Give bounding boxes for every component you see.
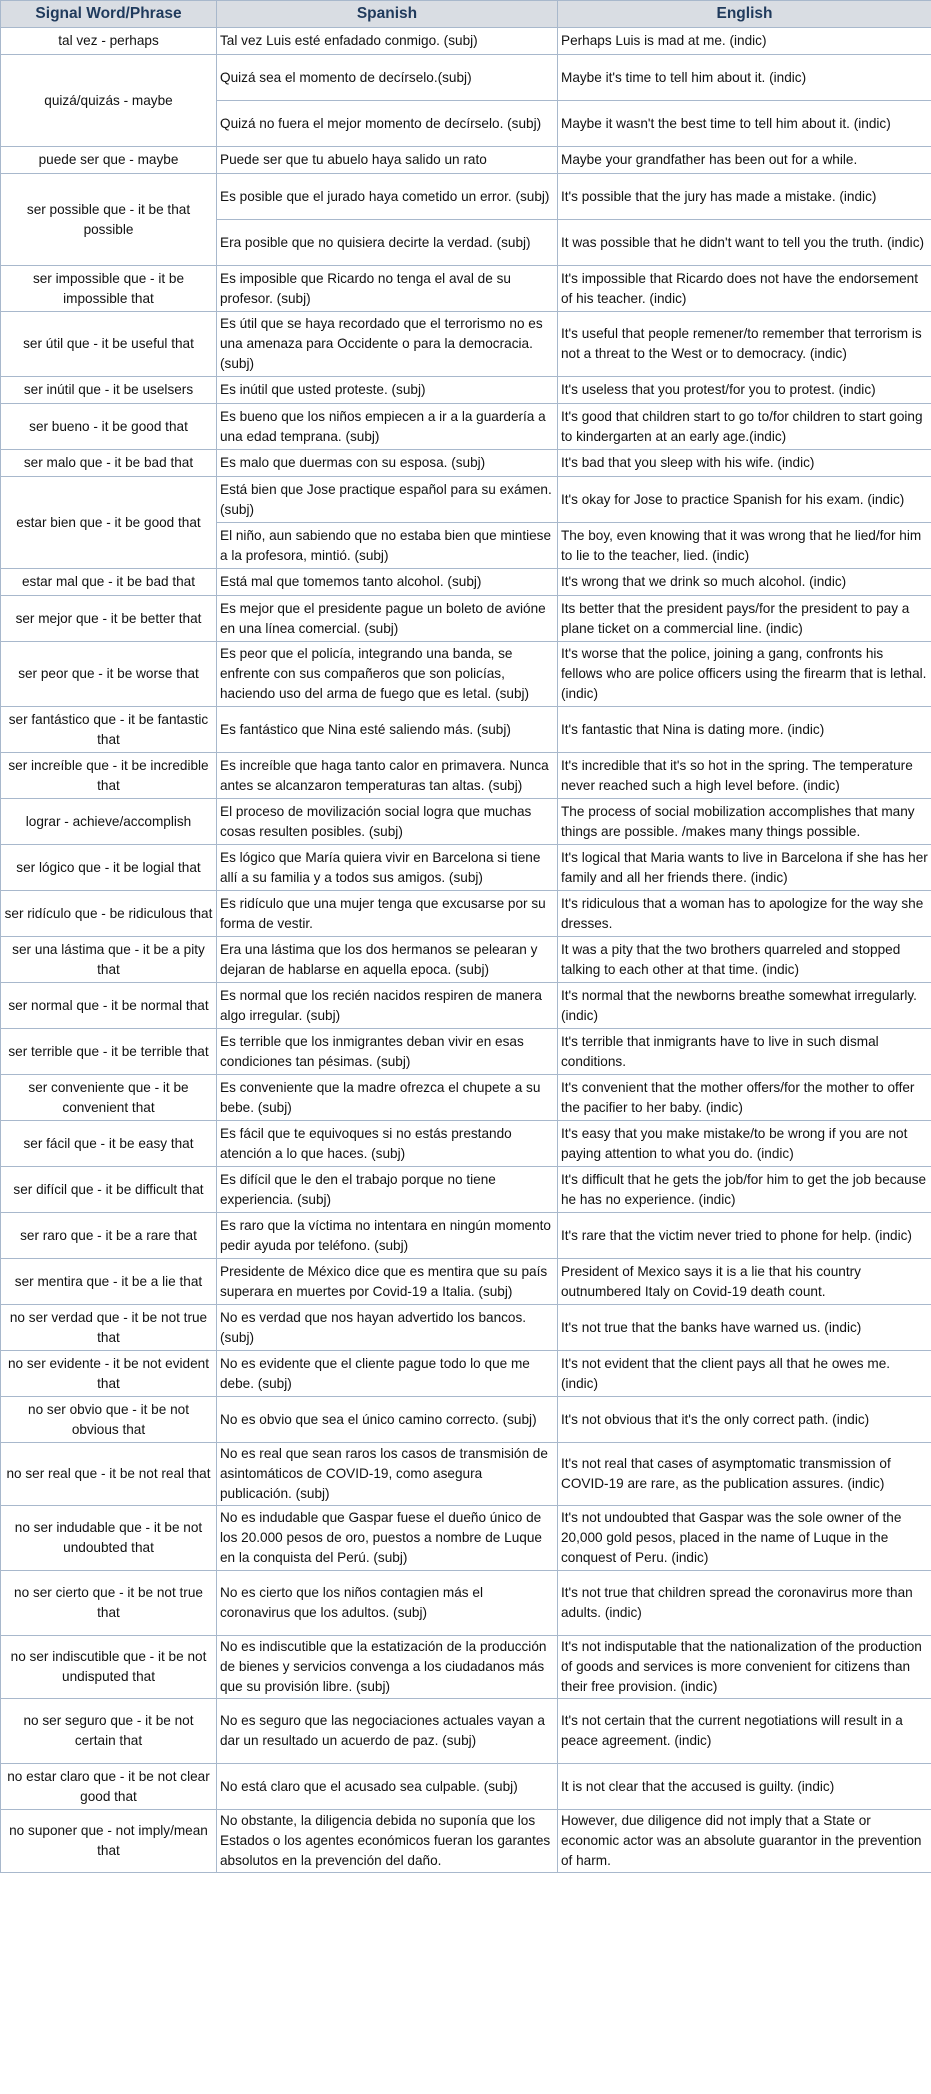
spanish-example-cell: Es ridículo que una mujer tenga que excusarse por su forma de vestir.: [217, 891, 558, 937]
signal-phrase-cell: no ser obvio que - it be not obvious that: [1, 1397, 217, 1443]
signal-phrase-cell: ser terrible que - it be terrible that: [1, 1029, 217, 1075]
spanish-example-cell: Es fantástico que Nina esté saliendo más. (subj): [217, 707, 558, 753]
spanish-example-cell: Quizá no fuera el mejor momento de decírselo. (subj): [217, 101, 558, 147]
table-row: [1, 404, 931, 450]
spanish-example-cell: Es conveniente que la madre ofrezca el chupete a su bebe. (subj): [217, 1075, 558, 1121]
signal-phrase-cell: ser peor que - it be worse that: [1, 642, 217, 707]
signal-phrase-cell: no estar claro que - it be not clear good that: [1, 1764, 217, 1810]
english-example-cell: It's ridiculous that a woman has to apologize for the way she dresses.: [558, 891, 931, 937]
english-example-cell: It's not obvious that it's the only correct path. (indic): [558, 1397, 931, 1443]
signal-phrase-cell: ser lógico que - it be logial that: [1, 845, 217, 891]
header-spanish: Spanish: [217, 1, 558, 28]
signal-phrase-cell: ser fantástico que - it be fantastic that: [1, 707, 217, 753]
table-row: [1, 1305, 931, 1351]
english-example-cell: It's normal that the newborns breathe somewhat irregularly. (indic): [558, 983, 931, 1029]
spanish-example-cell: Presidente de México dice que es mentira que su país superara en muertes por Covid-19 a Italia. (subj): [217, 1259, 558, 1305]
signal-phrase-cell: no ser verdad que - it be not true that: [1, 1305, 217, 1351]
spanish-example-cell: El niño, aun sabiendo que no estaba bien que mintiese a la profesora, mintió. (subj): [217, 523, 558, 569]
signal-phrase-cell: ser difícil que - it be difficult that: [1, 1167, 217, 1213]
english-example-cell: It's useful that people remener/to remember that terrorism is not a threat to the West or to democracy. (indic): [558, 312, 931, 377]
table-row: [1, 753, 931, 799]
signal-phrase-cell: ser inútil que - it be uselsers: [1, 377, 217, 404]
table-row: [1, 983, 931, 1029]
english-example-cell: It's worse that the police, joining a gang, confronts his fellows who are police officers using the firearm that is lethal. (indic): [558, 642, 931, 707]
signal-phrase-cell: puede ser que - maybe: [1, 147, 217, 174]
table-row: [1, 707, 931, 753]
spanish-example-cell: No es indiscutible que la estatización de la producción de bienes y servicios convenga a los ciudadanos más que su provisión libre. (subj): [217, 1636, 558, 1699]
english-example-cell: It's not real that cases of asymptomatic transmission of COVID-19 are rare, as the publication assures. (indic): [558, 1443, 931, 1506]
spanish-example-cell: Es posible que el jurado haya cometido un error. (subj): [217, 174, 558, 220]
english-example-cell: It's not certain that the current negotiations will result in a peace agreement. (indic): [558, 1699, 931, 1764]
english-example-cell: The boy, even knowing that it was wrong that he lied/for him to lie to the teacher, lied. (indic): [558, 523, 931, 569]
table-row: [1, 937, 931, 983]
header-row: [1, 1, 931, 28]
signal-phrase-cell: quizá/quizás - maybe: [1, 55, 217, 147]
spanish-example-cell: Era una lástima que los dos hermanos se pelearan y dejaran de hablarse en aquella epoca. (subj): [217, 937, 558, 983]
spanish-example-cell: Es increíble que haga tanto calor en primavera. Nunca antes se alcanzaron temperaturas tan altas. (subj): [217, 753, 558, 799]
signal-phrase-cell: ser conveniente que - it be convenient that: [1, 1075, 217, 1121]
spanish-example-cell: No es evidente que el cliente pague todo lo que me debe. (subj): [217, 1351, 558, 1397]
english-example-cell: It's terrible that inmigrants have to live in such dismal conditions.: [558, 1029, 931, 1075]
table-row: [1, 1213, 931, 1259]
table-row: [1, 1121, 931, 1167]
signal-phrase-cell: no ser cierto que - it be not true that: [1, 1571, 217, 1636]
signal-phrase-cell: ser ridículo que - be ridiculous that: [1, 891, 217, 937]
spanish-example-cell: No está claro que el acusado sea culpable. (subj): [217, 1764, 558, 1810]
signal-phrase-cell: ser fácil que - it be easy that: [1, 1121, 217, 1167]
spanish-example-cell: Es inútil que usted proteste. (subj): [217, 377, 558, 404]
spanish-example-cell: No es indudable que Gaspar fuese el dueño único de los 20.000 pesos de oro, puestos a nombre de Luque en la conquista del Perú. (subj): [217, 1506, 558, 1571]
table-row: [1, 55, 931, 101]
signal-phrase-cell: ser raro que - it be a rare that: [1, 1213, 217, 1259]
signal-phrase-cell: estar mal que - it be bad that: [1, 569, 217, 596]
spanish-example-cell: Está mal que tomemos tanto alcohol. (subj): [217, 569, 558, 596]
table-row: [1, 174, 931, 220]
spanish-example-cell: No es verdad que nos hayan advertido los bancos. (subj): [217, 1305, 558, 1351]
english-example-cell: It's wrong that we drink so much alcohol. (indic): [558, 569, 931, 596]
english-example-cell: It's good that children start to go to/for children to start going to kindergarten at an early age.(indic): [558, 404, 931, 450]
signal-phrase-cell: ser possible que - it be that possible: [1, 174, 217, 266]
table-row: [1, 1810, 931, 1873]
signal-phrase-cell: ser normal que - it be normal that: [1, 983, 217, 1029]
english-example-cell: It's not evident that the client pays all that he owes me. (indic): [558, 1351, 931, 1397]
signal-phrase-cell: ser útil que - it be useful that: [1, 312, 217, 377]
spanish-example-cell: Es lógico que María quiera vivir en Barcelona si tiene allí a su familia y a todos sus amigos. (subj): [217, 845, 558, 891]
english-example-cell: It's useless that you protest/for you to protest. (indic): [558, 377, 931, 404]
english-example-cell: It's possible that the jury has made a mistake. (indic): [558, 174, 931, 220]
table-row: [1, 28, 931, 55]
table-row: [1, 266, 931, 312]
table-row: [1, 1636, 931, 1699]
spanish-example-cell: No es real que sean raros los casos de transmisión de asintomáticos de COVID-19, como asegura publicación. (subj): [217, 1443, 558, 1506]
spanish-example-cell: Es mejor que el presidente pague un boleto de avióne en una línea comercial. (subj): [217, 596, 558, 642]
table-row: [1, 1571, 931, 1636]
spanish-example-cell: Es fácil que te equivoques si no estás prestando atención a lo que haces. (subj): [217, 1121, 558, 1167]
spanish-example-cell: Es terrible que los inmigrantes deban vivir en esas condiciones tan pésimas. (subj): [217, 1029, 558, 1075]
table-row: [1, 1029, 931, 1075]
table-row: [1, 1259, 931, 1305]
signal-phrase-cell: tal vez - perhaps: [1, 28, 217, 55]
spanish-example-cell: Puede ser que tu abuelo haya salido un rato: [217, 147, 558, 174]
english-example-cell: However, due diligence did not imply that a State or economic actor was an absolute guarantor in the prevention of harm.: [558, 1810, 931, 1873]
signal-phrase-cell: ser una lástima que - it be a pity that: [1, 937, 217, 983]
english-example-cell: It's rare that the victim never tried to phone for help. (indic): [558, 1213, 931, 1259]
table-row: [1, 1764, 931, 1810]
spanish-example-cell: Es normal que los recién nacidos respiren de manera algo irregular. (subj): [217, 983, 558, 1029]
table-row: [1, 1699, 931, 1764]
table-body: [1, 28, 931, 1873]
spanish-example-cell: No es cierto que los niños contagien más el coronavirus que los adultos. (subj): [217, 1571, 558, 1636]
signal-phrase-cell: no suponer que - not imply/mean that: [1, 1810, 217, 1873]
english-example-cell: It's convenient that the mother offers/for the mother to offer the pacifier to her baby. (indic): [558, 1075, 931, 1121]
english-example-cell: It was possible that he didn't want to tell you the truth. (indic): [558, 220, 931, 266]
signal-phrase-cell: ser increíble que - it be incredible that: [1, 753, 217, 799]
spanish-example-cell: Es difícil que le den el trabajo porque no tiene experiencia. (subj): [217, 1167, 558, 1213]
english-example-cell: Maybe it wasn't the best time to tell him about it. (indic): [558, 101, 931, 147]
signal-phrase-cell: ser bueno - it be good that: [1, 404, 217, 450]
english-example-cell: Perhaps Luis is mad at me. (indic): [558, 28, 931, 55]
table-row: [1, 312, 931, 377]
english-example-cell: Maybe it's time to tell him about it. (indic): [558, 55, 931, 101]
english-example-cell: Maybe your grandfather has been out for a while.: [558, 147, 931, 174]
english-example-cell: It's difficult that he gets the job/for him to get the job because he has no experience. (indic): [558, 1167, 931, 1213]
signal-phrase-cell: no ser seguro que - it be not certain that: [1, 1699, 217, 1764]
table-row: [1, 1167, 931, 1213]
table-row: [1, 377, 931, 404]
table-row: [1, 799, 931, 845]
english-example-cell: It's okay for Jose to practice Spanish for his exam. (indic): [558, 477, 931, 523]
spanish-example-cell: Tal vez Luis esté enfadado conmigo. (subj): [217, 28, 558, 55]
english-example-cell: It's easy that you make mistake/to be wrong if you are not paying attention to what you do. (indic): [558, 1121, 931, 1167]
table-row: [1, 891, 931, 937]
table-row: [1, 1443, 931, 1506]
signal-phrase-cell: ser impossible que - it be impossible that: [1, 266, 217, 312]
spanish-example-cell: No es seguro que las negociaciones actuales vayan a dar un resultado un acuerdo de paz. (subj): [217, 1699, 558, 1764]
english-example-cell: It's bad that you sleep with his wife. (indic): [558, 450, 931, 477]
table-row: [1, 596, 931, 642]
spanish-example-cell: Es imposible que Ricardo no tenga el aval de su profesor. (subj): [217, 266, 558, 312]
table-row: [1, 569, 931, 596]
table-row: [1, 1397, 931, 1443]
spanish-example-cell: Es malo que duermas con su esposa. (subj): [217, 450, 558, 477]
english-example-cell: It's logical that Maria wants to live in Barcelona if she has her family and all her friends there. (indic): [558, 845, 931, 891]
signal-phrase-cell: no ser indudable que - it be not undoubted that: [1, 1506, 217, 1571]
header-english: English: [558, 1, 931, 28]
signal-phrase-cell: no ser real que - it be not real that: [1, 1443, 217, 1506]
signal-phrase-cell: ser mentira que - it be a lie that: [1, 1259, 217, 1305]
signal-phrase-cell: lograr - achieve/accomplish: [1, 799, 217, 845]
spanish-example-cell: Es útil que se haya recordado que el terrorismo no es una amenaza para Occidente o para la democracia. (subj): [217, 312, 558, 377]
signal-phrase-cell: ser malo que - it be bad that: [1, 450, 217, 477]
table-row: [1, 845, 931, 891]
table-row: [1, 1075, 931, 1121]
spanish-example-cell: Es raro que la víctima no intentara en ningún momento pedir ayuda por teléfono. (subj): [217, 1213, 558, 1259]
signal-phrase-cell: estar bien que - it be good that: [1, 477, 217, 569]
spanish-example-cell: Es bueno que los niños empiecen a ir a la guardería a una edad temprana. (subj): [217, 404, 558, 450]
spanish-example-cell: Está bien que Jose practique español para su exámen. (subj): [217, 477, 558, 523]
english-example-cell: It is not clear that the accused is guilty. (indic): [558, 1764, 931, 1810]
spanish-example-cell: No es obvio que sea el único camino correcto. (subj): [217, 1397, 558, 1443]
spanish-example-cell: No obstante, la diligencia debida no suponía que los Estados o los agentes económicos fueran los garantes absolutos en la prevención del daño.: [217, 1810, 558, 1873]
english-example-cell: It's fantastic that Nina is dating more. (indic): [558, 707, 931, 753]
table-row: [1, 642, 931, 707]
english-example-cell: Its better that the president pays/for the president to pay a plane ticket on a commercial line. (indic): [558, 596, 931, 642]
english-example-cell: It's impossible that Ricardo does not have the endorsement of his teacher. (indic): [558, 266, 931, 312]
english-example-cell: It's not undoubted that Gaspar was the sole owner of the 20,000 gold pesos, placed in the name of Luque in the conquest of Peru. (indic): [558, 1506, 931, 1571]
signal-phrase-cell: no ser indiscutible que - it be not undisputed that: [1, 1636, 217, 1699]
header-signal: Signal Word/Phrase: [1, 1, 217, 28]
spanish-example-cell: Es peor que el policía, integrando una banda, se enfrente con sus compañeros que son policías, haciendo uso del arma de fuego que es letal. (subj): [217, 642, 558, 707]
table-row: [1, 1351, 931, 1397]
english-example-cell: It's not indisputable that the nationalization of the production of goods and services is more convenient for citizens than their free provision. (indic): [558, 1636, 931, 1699]
spanish-example-cell: El proceso de movilización social logra que muchas cosas resulten posibles. (subj): [217, 799, 558, 845]
english-example-cell: President of Mexico says it is a lie that his country outnumbered Italy on Covid-19 death count.: [558, 1259, 931, 1305]
spanish-example-cell: Quizá sea el momento de decírselo.(subj): [217, 55, 558, 101]
english-example-cell: It's incredible that it's so hot in the spring. The temperature never reached such a high level before. (indic): [558, 753, 931, 799]
english-example-cell: It's not true that the banks have warned us. (indic): [558, 1305, 931, 1351]
signal-phrase-cell: no ser evidente - it be not evident that: [1, 1351, 217, 1397]
english-example-cell: The process of social mobilization accomplishes that many things are possible. /makes many things possible.: [558, 799, 931, 845]
signal-phrase-cell: ser mejor que - it be better that: [1, 596, 217, 642]
table-row: [1, 147, 931, 174]
table-row: [1, 450, 931, 477]
table-row: [1, 477, 931, 523]
english-example-cell: It was a pity that the two brothers quarreled and stopped talking to each other at that time. (indic): [558, 937, 931, 983]
english-example-cell: It's not true that children spread the coronavirus more than adults. (indic): [558, 1571, 931, 1636]
spanish-example-cell: Era posible que no quisiera decirte la verdad. (subj): [217, 220, 558, 266]
table-row: [1, 1506, 931, 1571]
